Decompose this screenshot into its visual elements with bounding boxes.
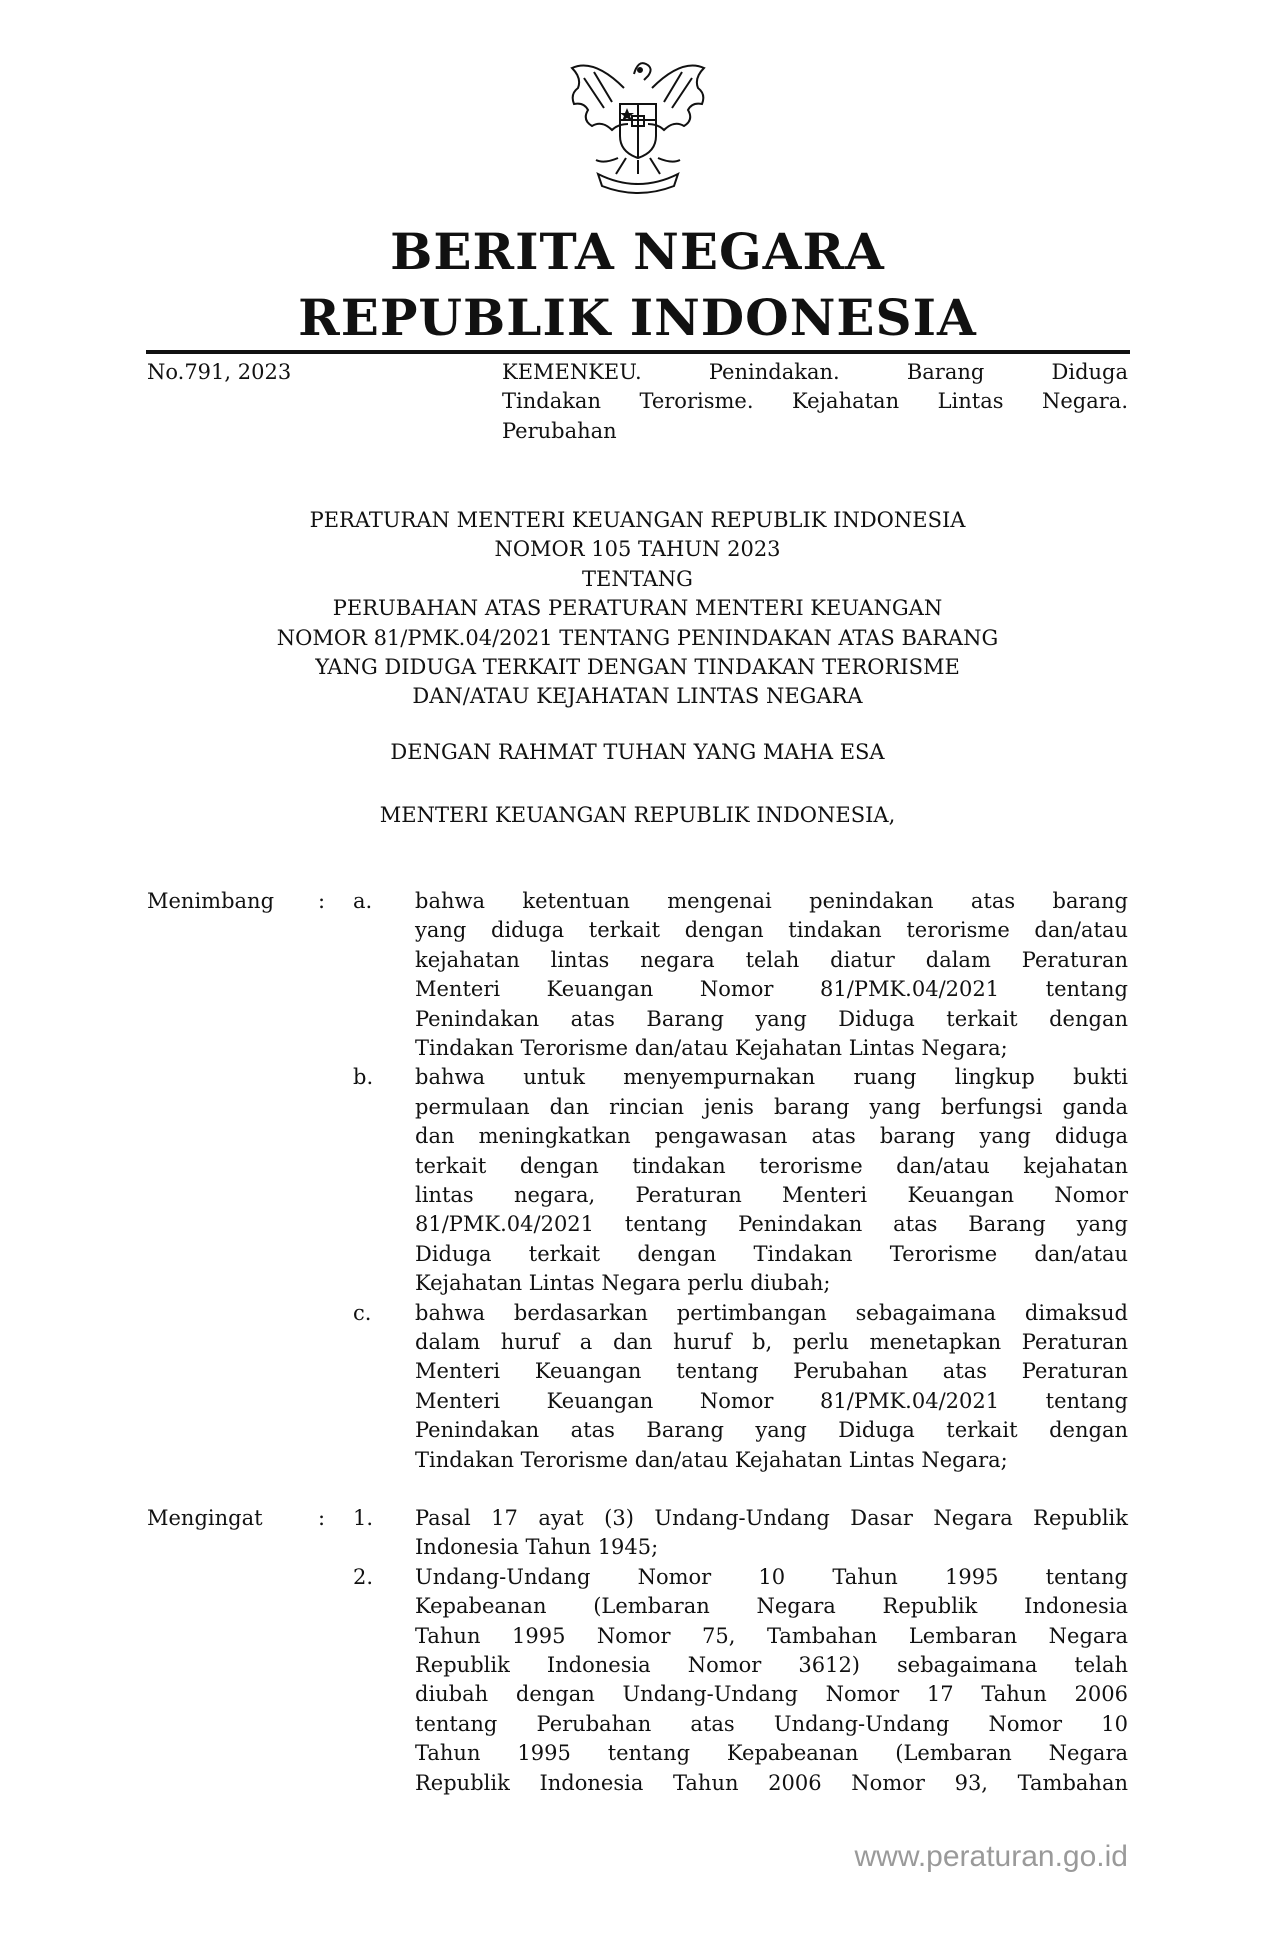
item-text-line: Indonesia Tahun 1945; <box>415 1535 659 1560</box>
item-text-line: Republik Indonesia Nomor 3612) sebagaimana telah <box>415 1653 1128 1677</box>
item-marker: 1. <box>353 1506 374 1530</box>
item-text-line: Menteri Keuangan Nomor 81/PMK.04/2021 tentang <box>415 1388 1128 1413</box>
heading-line: DAN/ATAU KEJAHATAN LINTAS NEGARA <box>412 684 863 709</box>
description-line: Tindakan Terorisme. Kejahatan Lintas Negara. <box>502 389 1128 414</box>
item-text-line: Kejahatan Lintas Negara perlu diubah; <box>415 1271 831 1296</box>
regulation-heading <box>0 506 1275 712</box>
section-colon: : <box>318 889 326 913</box>
masthead-title-line2: REPUBLIK INDONESIA <box>298 288 977 347</box>
item-text-line: 81/PMK.04/2021 tentang Penindakan atas Barang yang <box>415 1212 1128 1237</box>
gazette-description <box>502 358 1128 446</box>
heading-line: PERATURAN MENTERI KEUANGAN REPUBLIK INDONESIA <box>309 508 966 532</box>
item-text-line: Diduga terkait dengan Tindakan Terorisme dan/atau <box>415 1241 1128 1266</box>
heading-line: NOMOR 105 TAHUN 2023 <box>494 537 781 562</box>
description-line: KEMENKEU. Penindakan. Barang Diduga <box>502 360 1128 384</box>
item-text-line: bahwa ketentuan mengenai penindakan atas barang <box>415 889 1128 913</box>
description-line: Perubahan <box>502 418 617 443</box>
item-text-line: dan meningkatkan pengawasan atas barang yang diduga <box>415 1124 1128 1149</box>
garuda-pancasila-emblem <box>554 54 722 206</box>
item-text-line: dalam huruf a dan huruf b, perlu menetapkan Peraturan <box>415 1330 1128 1354</box>
masthead-title-line1: BERITA NEGARA <box>390 222 885 281</box>
item-text-line: Menteri Keuangan Nomor 81/PMK.04/2021 tentang <box>415 977 1128 1002</box>
item-text-line: Undang-Undang Nomor 10 Tahun 1995 tentang <box>415 1564 1128 1589</box>
gazette-number: No.791, 2023 <box>147 360 292 384</box>
item-marker: c. <box>353 1300 372 1325</box>
item-text-line: Kepabeanan (Lembaran Negara Republik Indonesia <box>415 1594 1128 1619</box>
item-text-line: Tindakan Terorisme dan/atau Kejahatan Lintas Negara; <box>415 1447 1008 1472</box>
item-text-line: diubah dengan Undang-Undang Nomor 17 Tahun 2006 <box>415 1682 1128 1707</box>
item-text-line: terkait dengan tindakan terorisme dan/atau kejahatan <box>415 1153 1128 1178</box>
item-text-line: kejahatan lintas negara telah diatur dalam Peraturan <box>415 947 1128 972</box>
heading-line: TENTANG <box>582 566 693 591</box>
item-text-line: lintas negara, Peraturan Menteri Keuangan Nomor <box>415 1183 1128 1207</box>
item-text-line: yang diduga terkait dengan tindakan terorisme dan/atau <box>415 918 1128 943</box>
heading-line: NOMOR 81/PMK.04/2021 TENTANG PENINDAKAN ATAS BARANG <box>276 625 999 650</box>
item-text-line: Pasal 17 ayat (3) Undang-Undang Dasar Negara Republik <box>415 1506 1128 1530</box>
item-text-line: permulaan dan rincian jenis barang yang berfungsi ganda <box>415 1094 1128 1119</box>
item-text-line: Tahun 1995 Nomor 75, Tambahan Lembaran Negara <box>415 1623 1128 1648</box>
item-text-line: tentang Perubahan atas Undang-Undang Nomor 10 <box>415 1711 1128 1736</box>
item-text-line: Tahun 1995 tentang Kepabeanan (Lembaran Negara <box>415 1741 1128 1766</box>
item-marker: 2. <box>353 1564 374 1589</box>
section-colon: : <box>318 1506 326 1530</box>
invocation: DENGAN RAHMAT TUHAN YANG MAHA ESA <box>390 740 885 764</box>
section-label: Menimbang <box>147 889 275 913</box>
section-label: Mengingat <box>147 1506 263 1530</box>
item-text-line: bahwa untuk menyempurnakan ruang lingkup bukti <box>415 1065 1128 1090</box>
heading-line: YANG DIDUGA TERKAIT DENGAN TINDAKAN TERORISME <box>315 654 960 679</box>
item-text-line: Menteri Keuangan tentang Perubahan atas Peraturan <box>415 1359 1128 1384</box>
watermark: www.peraturan.go.id <box>854 1840 1128 1873</box>
heading-line: PERUBAHAN ATAS PERATURAN MENTERI KEUANGAN <box>332 596 943 621</box>
authority: MENTERI KEUANGAN REPUBLIK INDONESIA, <box>379 803 896 827</box>
item-text-line: bahwa berdasarkan pertimbangan sebagaimana dimaksud <box>415 1300 1128 1325</box>
item-text-line: Tindakan Terorisme dan/atau Kejahatan Lintas Negara; <box>415 1036 1008 1060</box>
item-text-line: Republik Indonesia Tahun 2006 Nomor 93, Tambahan <box>415 1770 1128 1795</box>
item-marker: a. <box>353 889 373 913</box>
item-text-line: Penindakan atas Barang yang Diduga terkait dengan <box>415 1006 1128 1031</box>
item-marker: b. <box>353 1065 374 1090</box>
masthead-rule <box>146 350 1130 354</box>
item-text-line: Penindakan atas Barang yang Diduga terkait dengan <box>415 1418 1128 1443</box>
